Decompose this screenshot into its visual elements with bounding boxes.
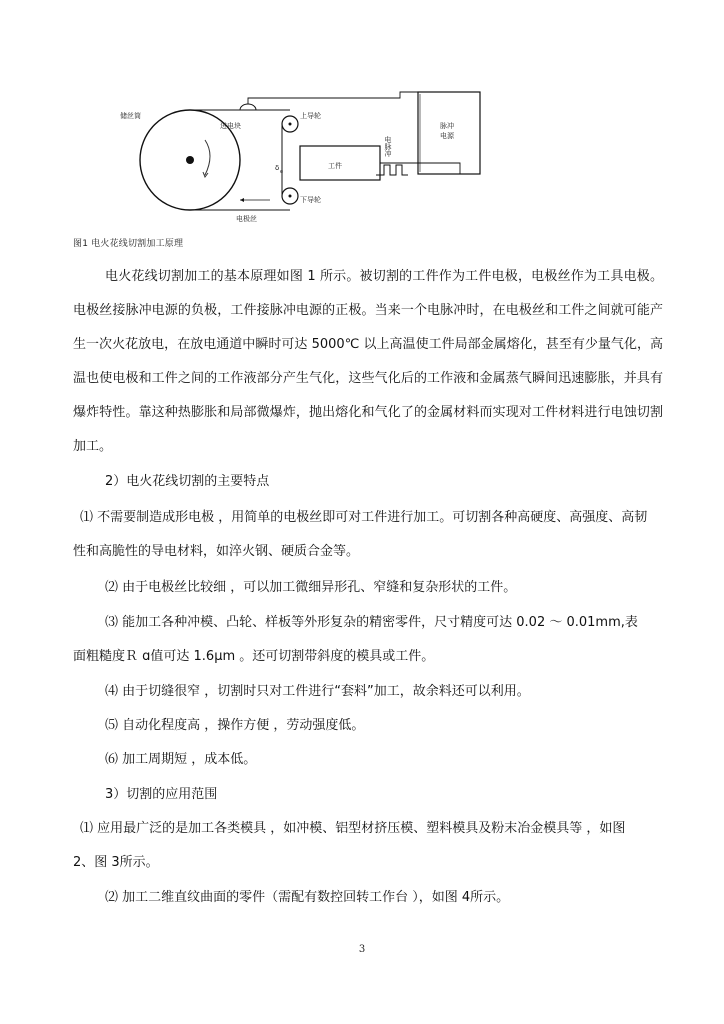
- label-power-line2: 电源: [440, 132, 454, 140]
- feature-3-line2: 面粗糙度Ｒ ɑ值可达 1.6μm 。还可切割带斜度的模具或工件。: [73, 649, 435, 664]
- rotation-arrow: [205, 140, 210, 175]
- feature-1-line1: ⑴ 不需要制造成形电极 ，用简单的电极丝即可对工件进行加工。可切割各种高硬度、高强度、高韧: [80, 510, 648, 525]
- drum-axle: [186, 156, 194, 164]
- label-gap-sub: e: [280, 169, 284, 175]
- feature-3-line1: ⑶ 能加工各种冲模、凸轮、样板等外形复杂的精密零件，尺寸精度可达 0.02 ～ 0.01mm,表: [105, 615, 638, 630]
- label-workpiece: 工件: [328, 162, 342, 170]
- feature-2: ⑵ 由于电极丝比较细 ，可以加工微细异形孔、窄缝和复杂形状的工件。: [105, 580, 517, 595]
- label-pulse: 电脉冲: [384, 136, 392, 157]
- wire-edm-principle-figure: [100, 80, 500, 230]
- wire-edm-diagram: [100, 80, 500, 230]
- figure-caption: 图1 电火花线切割加工原理: [73, 239, 184, 249]
- label-electrode-wire: 电极丝: [236, 215, 257, 223]
- label-gap: δ: [275, 164, 280, 172]
- page-number: 3: [358, 944, 366, 955]
- wire-direction-arrowhead: [240, 198, 244, 202]
- label-power-line1: 脉冲: [440, 122, 454, 130]
- paragraph-principle: 电火花线切割加工的基本原理如图 1 所示。被切割的工件作为工件电极，电极丝作为工具电极。电极丝接脉冲电源的负极，工件接脉冲电源的正极。当来一个电脉冲时，在电极丝和工件之间就可能产生一次火花放电，在放电通道中瞬时可达 5000℃ 以上高温使工件局部金属熔化，甚至有少量气化，高温也使电极和工件之间的工作液部分产生气化，这些气化后的工作液和金属蒸气瞬间迅速膨胀，并具有爆炸特性。靠这种热膨胀和局部微爆炸，抛出熔化和气化了的金属材料而实现对工件材料进行电蚀切割加工。: [73, 269, 663, 454]
- heading-main-features: 2）电火花线切割的主要特点: [105, 474, 270, 489]
- feature-4: ⑷ 由于切缝很窄 ，切割时只对工件进行“套料”加工，故余料还可以利用。: [105, 684, 530, 699]
- pulse-waveform: [376, 165, 408, 175]
- label-upper-guide: 上导轮: [300, 112, 321, 120]
- feature-6: ⑹ 加工周期短 ，成本低。: [105, 752, 257, 767]
- label-lower-guide: 下导轮: [300, 196, 321, 204]
- conductive-block: [240, 104, 256, 110]
- heading-applications: 3）切割的应用范围: [105, 787, 218, 802]
- upper-guide-axle: [289, 123, 292, 126]
- negative-lead: [248, 92, 418, 104]
- feature-1-line2: 性和高脆性的导电材料，如淬火钢、硬质合金等。: [73, 544, 360, 559]
- application-2: ⑵ 加工二维直纹曲面的零件（需配有数控回转工作台 ），如图 4所示。: [105, 890, 510, 905]
- label-wire-drum: 储丝筒: [120, 112, 141, 120]
- label-conductive-block: 进电块: [220, 122, 241, 130]
- application-1-line2: 2、图 3所示。: [73, 855, 159, 870]
- feature-5: ⑸ 自动化程度高 ，操作方便 ，劳动强度低。: [105, 718, 365, 733]
- lower-guide-axle: [289, 195, 292, 198]
- application-1-line1: ⑴ 应用最广泛的是加工各类模具 ，如冲模、铝型材挤压模、塑料模具及粉末冶金模具等 ，如图: [80, 821, 626, 836]
